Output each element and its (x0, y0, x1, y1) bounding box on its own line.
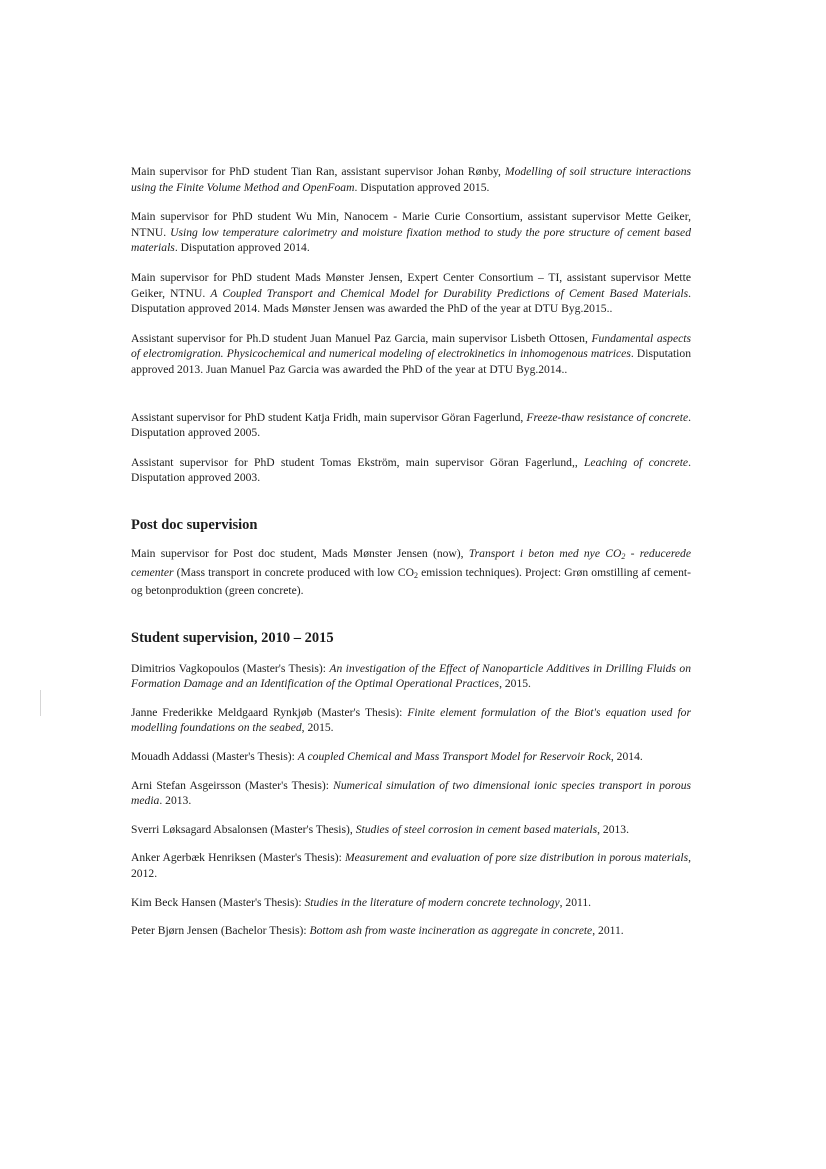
scan-edge-mark (40, 690, 41, 716)
entry-text: , 2013. (597, 822, 629, 836)
document-page (131, 164, 691, 939)
student-entry (131, 850, 691, 881)
title-part: Transport i beton med nye CO (468, 546, 622, 560)
thesis-title: Freeze-thaw resistance of concrete (526, 410, 689, 424)
entry-text: , 2015. (499, 677, 531, 691)
entry-text: . Disputation approved 2015. (354, 180, 490, 194)
entry-text: Arni Stefan Asgeirsson (Master's Thesis): (131, 778, 334, 792)
thesis-title: Leaching of concrete (583, 455, 689, 469)
entry-text: Main supervisor for Post doc student, Mads Mønster Jensen (now), (131, 546, 469, 560)
student-entry (131, 895, 691, 911)
thesis-title: Using low temperature calorimetry and moisture fixation method to study the pore structure of cement based materials (131, 225, 691, 255)
entry-text: Dimitrios Vagkopoulos (Master's Thesis): (131, 661, 330, 675)
thesis-title: A coupled Chemical and Mass Transport Model for Reservoir Rock (297, 750, 611, 764)
entry-text: Kim Beck Hansen (Master's Thesis): (131, 895, 305, 909)
phd-entry (131, 270, 691, 317)
entry-text: , 2011. (592, 924, 624, 938)
phd-entry (131, 410, 691, 441)
entry-text: Assistant supervisor for PhD student Katja Fridh, main supervisor Göran Fagerlund, (131, 410, 527, 424)
thesis-title: A Coupled Transport and Chemical Model for Durability Predictions of Cement Based Materials (210, 286, 689, 300)
thesis-title: Finite element formulation of the Biot's equation used for modelling foundations on the seabed (131, 705, 691, 735)
thesis-title: Numerical simulation of two dimensional ionic species transport in porous media (131, 778, 692, 808)
student-entry (131, 822, 691, 838)
entry-text: Main supervisor for PhD student Tian Ran, assistant supervisor Johan Rønby, (131, 165, 505, 178)
subscript: 2 (413, 570, 418, 580)
entry-text: Assistant supervisor for PhD student Tomas Ekström, main supervisor Göran Fagerlund,, (131, 455, 584, 469)
student-entry (131, 661, 691, 692)
phd-entry (131, 209, 691, 256)
entry-text: Sverri Løksagard Absalonsen (Master's Thesis), (131, 822, 356, 836)
section-heading-postdoc: Post doc supervision (131, 516, 258, 533)
entry-text: . 2013. (159, 794, 192, 808)
entry-text: . Disputation approved 2013. Juan Manuel Paz Garcia was awarded the PhD of the year at DTU Byg.2014.. (131, 347, 692, 376)
entry-text: . Disputation approved 2005. (131, 410, 691, 440)
thesis-title: Fundamental aspects of electromigration. Physicochemical and numerical modeling of electrokinetics in inhomogenous matrices (131, 331, 691, 361)
entry-text: Main supervisor for PhD student Wu Min, Nanocem - Marie Curie Consortium, assistant supervisor Mette Geiker, NTNU. (131, 210, 691, 239)
student-entry (131, 778, 691, 809)
entry-text: , 2011. (559, 895, 592, 909)
entry-text: Assistant supervisor for Ph.D student Juan Manuel Paz Garcia, main supervisor Lisbeth Ottosen, (131, 331, 592, 345)
title-part: - reducerede cementer (131, 546, 691, 579)
entry-text: Peter Bjørn Jensen (Bachelor Thesis): (131, 924, 310, 938)
student-entry (131, 923, 691, 939)
phd-entry (131, 164, 691, 195)
phd-entry (131, 331, 691, 378)
entry-text: , 2015. (301, 721, 334, 735)
entry-text: . Disputation approved 2014. Mads Mønster Jensen was awarded the PhD of the year at DTU Byg.2015.. (131, 286, 692, 316)
postdoc-entry (131, 546, 691, 599)
thesis-title: An investigation of the Effect of Nanoparticle Additives in Drilling Fluids on Formation Damage and an Identification of the Optimal Operational Practices (131, 661, 691, 691)
thesis-title: Measurement and evaluation of pore size distribution in porous materials (344, 851, 689, 865)
entry-text: emission techniques). Project: Grøn omstilling af cement- og betonproduktion (green concrete). (131, 565, 691, 598)
entry-text: , 2012. (131, 851, 691, 881)
phd-entry (131, 455, 691, 486)
entry-text: Main supervisor for PhD student Mads Mønster Jensen, Expert Center Consortium – TI, assistant supervisor Mette Geiker, NTNU. (131, 270, 691, 300)
thesis-title: Studies of steel corrosion in cement based materials (355, 822, 598, 836)
student-entry (131, 749, 691, 765)
entry-text: Janne Frederikke Meldgaard Rynkjøb (Master's Thesis): (131, 705, 408, 719)
student-entry (131, 705, 691, 736)
entry-text: Mouadh Addassi (Master's Thesis): (131, 750, 298, 764)
entry-text: Anker Agerbæk Henriksen (Master's Thesis): (131, 851, 345, 865)
thesis-title: Modelling of soil structure interactions using the Finite Volume Method and OpenFoam (131, 165, 692, 194)
subscript: 2 (621, 551, 626, 561)
thesis-title: Bottom ash from waste incineration as aggregate in concrete (309, 924, 593, 938)
entry-text: (Mass transport in concrete produced with low CO (173, 565, 414, 579)
entry-text: , 2014. (610, 750, 643, 764)
entry-text: . Disputation approved 2014. (174, 241, 310, 255)
entry-text: . Disputation approved 2003. (131, 455, 691, 485)
thesis-title: Studies in the literature of modern concrete technology (304, 895, 560, 909)
section-heading-student: Student supervision, 2010 – 2015 (131, 629, 334, 646)
